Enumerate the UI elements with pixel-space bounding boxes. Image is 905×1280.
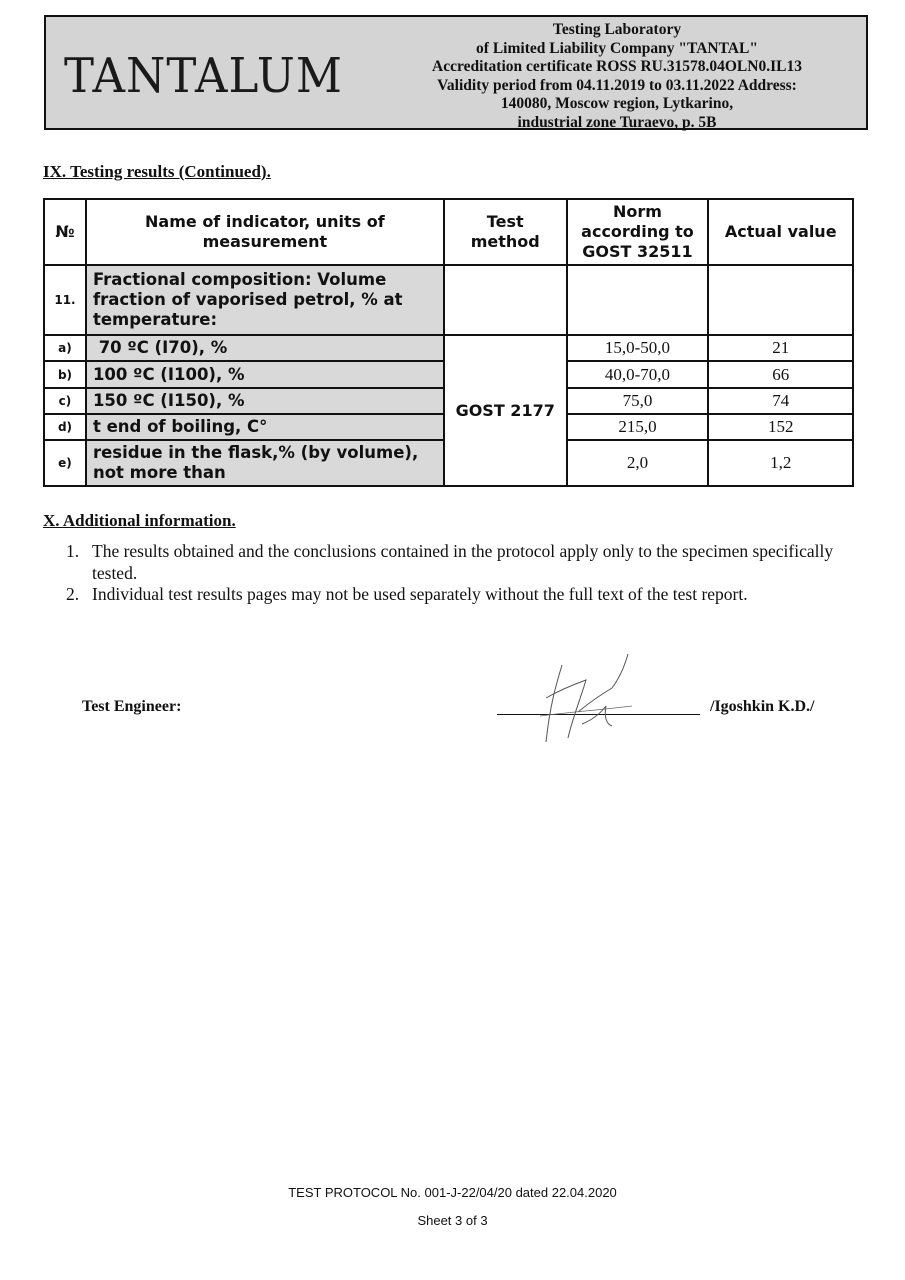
- lab-info-line: 140080, Moscow region, Lytkarino,: [500, 95, 734, 112]
- header-box: [44, 15, 868, 130]
- lab-info-line: Testing Laboratory: [552, 21, 682, 38]
- lab-info-line: Validity period from 04.11.2019 to 03.11.2022 Address:: [437, 76, 797, 94]
- list-item: [62, 541, 852, 584]
- engineer-name: /Igoshkin K.D./: [710, 698, 815, 715]
- row-actual: 74: [708, 388, 853, 414]
- list-item: [62, 584, 852, 606]
- additional-info-list: [62, 541, 852, 606]
- row-num: c): [44, 388, 86, 414]
- list-item-index: 1.: [66, 541, 80, 561]
- row-actual: 21: [708, 335, 853, 361]
- row-name: residue in the flask,% (by volume), not more than: [86, 440, 444, 486]
- row-actual-empty: [708, 265, 853, 335]
- row-name: 100 ºC (I100), %: [86, 361, 444, 388]
- footer-protocol-number: TEST PROTOCOL No. 001-J-22/04/20 dated 22.04.2020: [288, 1185, 617, 1200]
- row-method: GOST 2177: [444, 335, 567, 486]
- footer-sheet-number: Sheet 3 of 3: [417, 1213, 488, 1228]
- company-logo: TANTALUM: [64, 47, 343, 104]
- row-num: a): [44, 335, 86, 361]
- list-item-text: Individual test results pages may not be used separately without the full text of the test report.: [92, 584, 748, 604]
- list-item-index: 2.: [66, 584, 80, 604]
- row-norm-empty: [567, 265, 709, 335]
- table-row: [44, 335, 853, 361]
- handwritten-signature: [520, 650, 640, 750]
- lab-info-line: industrial zone Turaevo, p. 5B: [517, 113, 717, 131]
- row-name: Fractional composition: Volume fraction of vaporised petrol, % at temperature:: [86, 265, 444, 335]
- row-actual: 66: [708, 361, 853, 388]
- header-method: Test method: [444, 199, 567, 265]
- row-num: b): [44, 361, 86, 388]
- row-actual: 1,2: [708, 440, 853, 486]
- row-num: e): [44, 440, 86, 486]
- row-actual: 152: [708, 414, 853, 440]
- list-item-text: The results obtained and the conclusions contained in the protocol apply only to the specimen specifically tested.: [92, 541, 834, 583]
- lab-info-line: Accreditation certificate ROSS RU.31578.04OLN0.IL13: [432, 58, 802, 75]
- section-title-testing-results: IX. Testing results (Continued).: [43, 162, 271, 181]
- header-norm: Norm according to GOST 32511: [567, 199, 709, 265]
- row-name: 150 ºC (I150), %: [86, 388, 444, 414]
- header-num: №: [44, 199, 86, 265]
- row-num: 11.: [44, 265, 86, 335]
- header-actual: Actual value: [708, 199, 853, 265]
- table-row-group: [44, 265, 853, 335]
- header-name: Name of indicator, units of measurement: [86, 199, 444, 265]
- row-norm: 2,0: [567, 440, 709, 486]
- results-table: [43, 198, 854, 487]
- table-header-row: [44, 199, 853, 265]
- row-norm: 75,0: [567, 388, 709, 414]
- test-engineer-label: Test Engineer:: [82, 698, 182, 715]
- row-name: t end of boiling, C°: [86, 414, 444, 440]
- lab-info: [374, 21, 860, 132]
- row-norm: 215,0: [567, 414, 709, 440]
- row-method-empty: [444, 265, 567, 335]
- row-norm: 40,0-70,0: [567, 361, 709, 388]
- row-name: 70 ºC (I70), %: [86, 335, 444, 361]
- section-title-additional-info: X. Additional information.: [43, 511, 236, 530]
- row-norm: 15,0-50,0: [567, 335, 709, 361]
- row-num: d): [44, 414, 86, 440]
- lab-info-line: of Limited Liability Company "TANTAL": [476, 39, 758, 57]
